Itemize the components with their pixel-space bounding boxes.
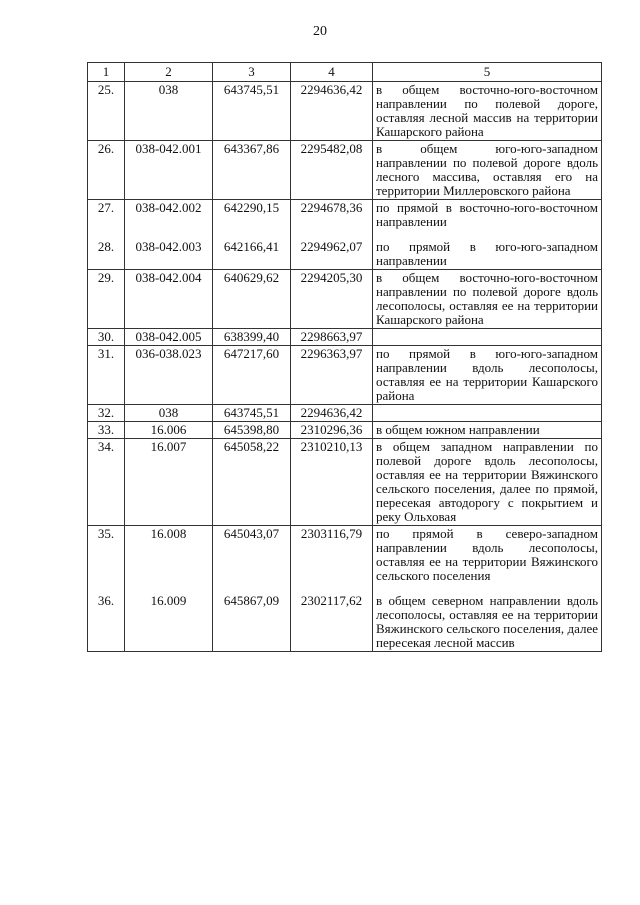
table-row bbox=[88, 526, 602, 594]
coord-y: 2310296,36 bbox=[291, 422, 373, 439]
coord-x: 645058,22 bbox=[213, 439, 291, 526]
coord-x: 645043,07 bbox=[213, 526, 291, 594]
row-number: 28. bbox=[88, 239, 125, 270]
row-number: 30. bbox=[88, 329, 125, 346]
coord-x: 647217,60 bbox=[213, 346, 291, 405]
point-id: 16.008 bbox=[125, 526, 213, 594]
coordinates-table bbox=[87, 62, 602, 652]
table-row bbox=[88, 422, 602, 439]
header-col-5: 5 bbox=[373, 63, 602, 82]
table-row bbox=[88, 239, 602, 270]
table-row bbox=[88, 405, 602, 422]
point-id: 038-042.002 bbox=[125, 200, 213, 240]
description: в общем юго-юго-западном направлении по полевой дороге вдоль лесного массива, оставляя его на территории Миллеровского района bbox=[373, 141, 602, 200]
coord-y: 2302117,62 bbox=[291, 593, 373, 652]
point-id: 038-042.005 bbox=[125, 329, 213, 346]
description: в общем северном направлении вдоль лесополосы, оставляя ее на территории Вяжинского сельского поселения, далее пересекая лесной массив bbox=[373, 593, 602, 652]
header-col-1: 1 bbox=[88, 63, 125, 82]
description: по прямой в северо-западном направлении вдоль лесополосы, оставляя ее на территории Вяжинского сельского поселения bbox=[373, 526, 602, 594]
description: по прямой в юго-юго-западном направлении bbox=[373, 239, 602, 270]
coord-x: 642166,41 bbox=[213, 239, 291, 270]
row-number: 32. bbox=[88, 405, 125, 422]
coord-y: 2296363,97 bbox=[291, 346, 373, 405]
coord-y: 2294678,36 bbox=[291, 200, 373, 240]
coord-x: 643367,86 bbox=[213, 141, 291, 200]
row-number: 25. bbox=[88, 82, 125, 141]
row-number: 27. bbox=[88, 200, 125, 240]
description: по прямой в юго-юго-западном направлении вдоль лесополосы, оставляя ее на территории Кашарского района bbox=[373, 346, 602, 405]
row-number: 31. bbox=[88, 346, 125, 405]
description bbox=[373, 405, 602, 422]
point-id: 038-042.001 bbox=[125, 141, 213, 200]
description bbox=[373, 329, 602, 346]
coord-y: 2303116,79 bbox=[291, 526, 373, 594]
coord-x: 643745,51 bbox=[213, 82, 291, 141]
table-header-row bbox=[88, 63, 602, 82]
point-id: 038-042.003 bbox=[125, 239, 213, 270]
coord-x: 643745,51 bbox=[213, 405, 291, 422]
row-number: 29. bbox=[88, 270, 125, 329]
header-col-2: 2 bbox=[125, 63, 213, 82]
page-number: 20 bbox=[313, 24, 327, 39]
coord-x: 645867,09 bbox=[213, 593, 291, 652]
row-number: 35. bbox=[88, 526, 125, 594]
header-col-4: 4 bbox=[291, 63, 373, 82]
coord-y: 2294636,42 bbox=[291, 82, 373, 141]
point-id: 038 bbox=[125, 82, 213, 141]
table-row bbox=[88, 270, 602, 329]
description: в общем восточно-юго-восточном направлении по полевой дороге вдоль лесополосы, оставляя ее на территории Кашарского района bbox=[373, 270, 602, 329]
coord-y: 2298663,97 bbox=[291, 329, 373, 346]
table-row bbox=[88, 200, 602, 240]
point-id: 038 bbox=[125, 405, 213, 422]
table-row bbox=[88, 593, 602, 652]
point-id: 038-042.004 bbox=[125, 270, 213, 329]
point-id: 16.007 bbox=[125, 439, 213, 526]
coord-x: 638399,40 bbox=[213, 329, 291, 346]
description: в общем южном направлении bbox=[373, 422, 602, 439]
coord-y: 2294962,07 bbox=[291, 239, 373, 270]
row-number: 34. bbox=[88, 439, 125, 526]
coord-y: 2310210,13 bbox=[291, 439, 373, 526]
header-col-3: 3 bbox=[213, 63, 291, 82]
coord-x: 642290,15 bbox=[213, 200, 291, 240]
row-number: 36. bbox=[88, 593, 125, 652]
point-id: 16.009 bbox=[125, 593, 213, 652]
table-row bbox=[88, 141, 602, 200]
table-row bbox=[88, 329, 602, 346]
point-id: 036-038.023 bbox=[125, 346, 213, 405]
coord-x: 640629,62 bbox=[213, 270, 291, 329]
coord-x: 645398,80 bbox=[213, 422, 291, 439]
point-id: 16.006 bbox=[125, 422, 213, 439]
table-row bbox=[88, 346, 602, 405]
row-number: 26. bbox=[88, 141, 125, 200]
description: в общем восточно-юго-восточном направлении по полевой дороге, оставляя лесной массив на территории Кашарского района bbox=[373, 82, 602, 141]
row-number: 33. bbox=[88, 422, 125, 439]
table-row bbox=[88, 439, 602, 526]
table-row bbox=[88, 82, 602, 141]
coord-y: 2294636,42 bbox=[291, 405, 373, 422]
description: в общем западном направлении по полевой дороге вдоль лесополосы, оставляя ее на территории Вяжинского сельского поселения, далее по прямой, пересекая автодорогу с покрытием и реку Ольховая bbox=[373, 439, 602, 526]
coord-y: 2294205,30 bbox=[291, 270, 373, 329]
coord-y: 2295482,08 bbox=[291, 141, 373, 200]
description: по прямой в восточно-юго-восточном направлении bbox=[373, 200, 602, 240]
